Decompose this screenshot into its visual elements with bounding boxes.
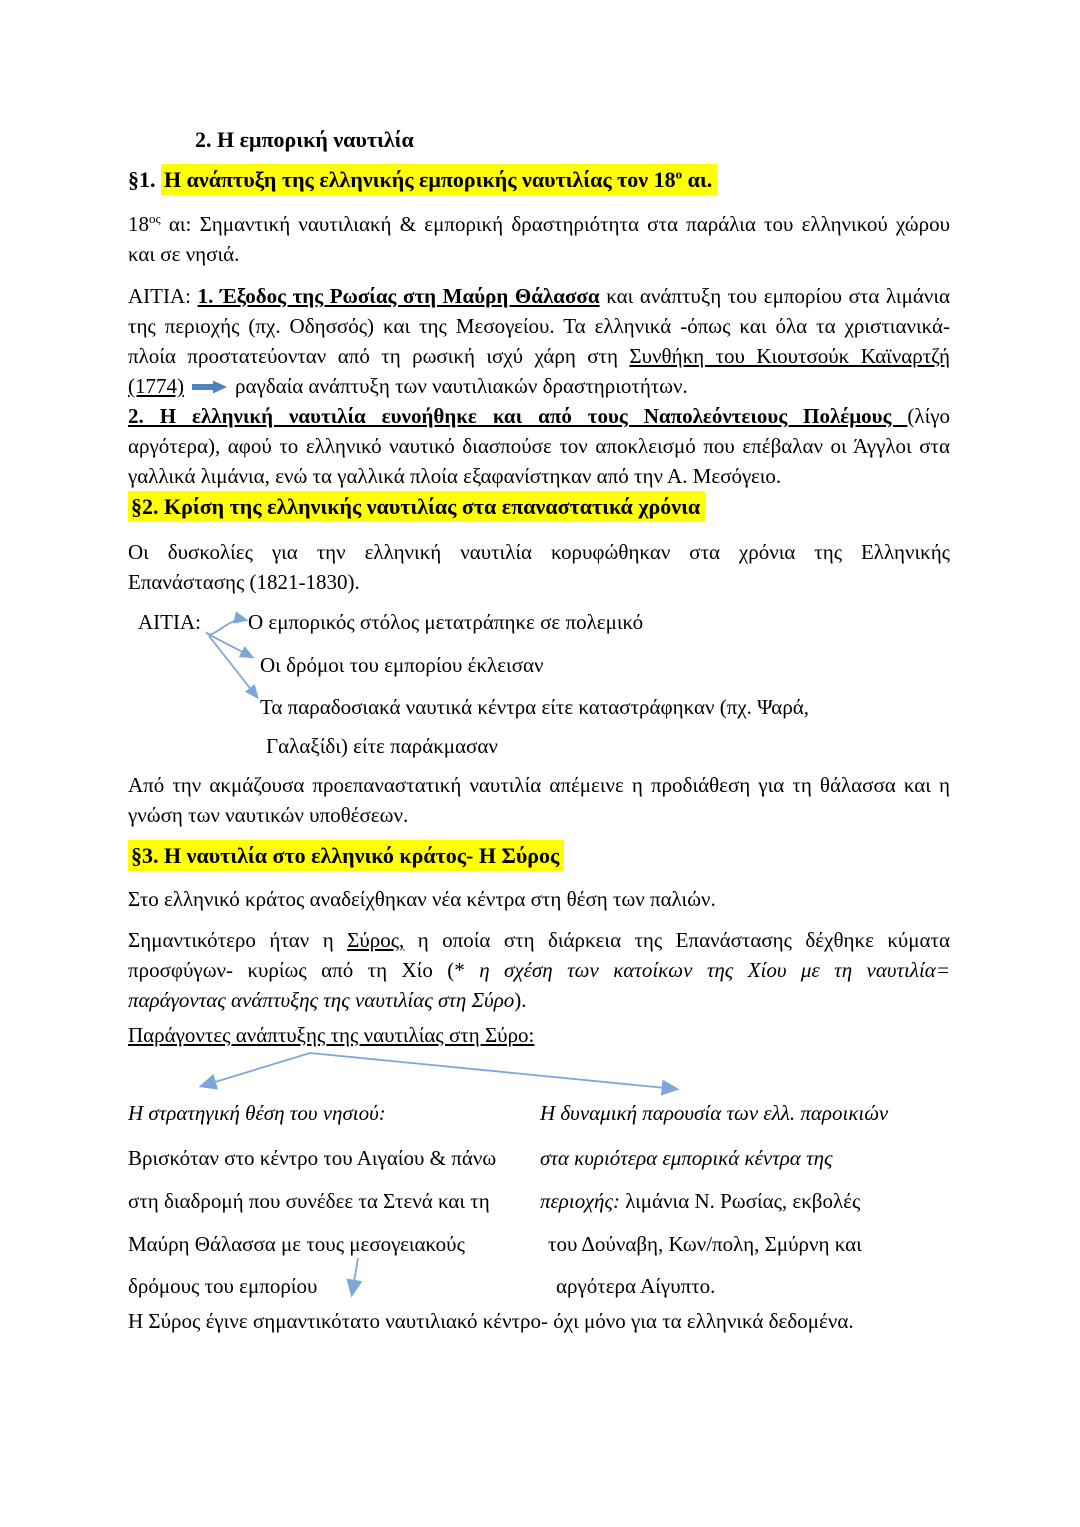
section2-outro-line-2: γνώση των ναυτικών υποθέσεων. bbox=[128, 803, 409, 827]
syros-line-3 bbox=[128, 985, 950, 1015]
section2-heading-highlight: §2. Κρίση της ελληνικής ναυτιλίας στα επαναστατικά χρόνια bbox=[128, 491, 705, 522]
syros-line-1 bbox=[128, 925, 950, 955]
syros-rest: η οποία στη διάρκεια της Επανάστασης δέχθηκε κύματα bbox=[404, 928, 950, 952]
syros-underlined: Σύρος, bbox=[347, 928, 405, 952]
syros-pre: Σημαντικότερο ήταν η bbox=[128, 928, 348, 952]
intro-paragraph-line-1 bbox=[128, 209, 950, 239]
cause2-emphasis: 2. Η ελληνική ναυτιλία ευνοήθηκε και από τους Ναπολεόντειους Πολέμους bbox=[128, 404, 908, 428]
syros-line3-italic: παράγοντας ανάπτυξης της ναυτιλίας στη Σύρο bbox=[128, 988, 515, 1012]
right-column-row-2-rest: λιμάνια Ν. Ρωσίας, εκβολές bbox=[619, 1189, 861, 1213]
fan-arrows-icon bbox=[180, 1044, 700, 1100]
cause-item-1: Ο εμπορικός στόλος μετατράπηκε σε πολεμικό bbox=[248, 610, 644, 634]
cause-item-3-continued: Γαλαξίδι) είτε παράκμασαν bbox=[266, 734, 498, 758]
left-column-row-2: στη διαδρομή που συνέδεε τα Στενά και τη bbox=[128, 1189, 490, 1213]
treaty-year-underlined: (1774) bbox=[128, 374, 184, 398]
section1-heading-superscript: ο bbox=[675, 166, 683, 182]
syros-line3-tail: ). bbox=[514, 988, 527, 1012]
intro-paragraph-line-2: και σε νησιά. bbox=[128, 242, 240, 266]
cause1-line-3 bbox=[128, 341, 950, 371]
cause1-label: ΑΙΤΙΑ: bbox=[128, 284, 198, 308]
cause1-line-2: της περιοχής (πχ. Οδησσός) και της Μεσογείου. Τα ελληνικά -όπως και όλα τα χριστιανικά- bbox=[128, 314, 950, 338]
page-title: 2. Η εμπορική ναυτιλία bbox=[195, 127, 414, 152]
conclusion-line: Η Σύρος έγινε σημαντικότατο ναυτιλιακό κέντρο- όχι μόνο για τα ελληνικά δεδομένα. bbox=[128, 1309, 854, 1333]
left-column-header: Η στρατηγική θέση του νησιού: bbox=[128, 1101, 386, 1125]
right-column-row-3: του Δούναβη, Κων/πολη, Σμύρνη και bbox=[548, 1232, 862, 1256]
section2-outro-line-1: Από την ακμάζουσα προεπαναστατική ναυτιλία απέμεινε η προδιάθεση για τη θάλασσα και η bbox=[128, 773, 950, 797]
intro-text: αι: Σημαντική ναυτιλιακή & εμπορική δραστηριότητα στα παράλια του ελληνικού χώρου bbox=[160, 212, 950, 236]
section1-heading-number: §1. bbox=[128, 167, 161, 192]
section2-heading bbox=[128, 492, 950, 522]
right-arrow-icon bbox=[192, 379, 228, 395]
left-column-row-4: δρόμους του εμπορίου bbox=[128, 1274, 318, 1298]
treaty-underlined: Συνθήκη του Κιουτσούκ Καϊναρτζή bbox=[629, 344, 951, 368]
cause2-line-1 bbox=[128, 401, 950, 431]
intro-century: 18 bbox=[128, 212, 149, 236]
cause1-consequence: ραγδαία ανάπτυξη των ναυτιλιακών δραστηριοτήτων. bbox=[235, 374, 688, 398]
down-arrow-icon bbox=[338, 1256, 368, 1306]
cause1-emphasis: 1. Έξοδος της Ρωσίας στη Μαύρη Θάλασσα bbox=[197, 284, 600, 308]
cause2-rest: (λίγο bbox=[907, 404, 950, 428]
section1-heading bbox=[128, 165, 950, 195]
right-column-header: Η δυναμική παρουσία των ελλ. παροικιών bbox=[540, 1101, 889, 1125]
syros-line-2 bbox=[128, 955, 950, 985]
cause1-line3-text: πλοία προστατεύονταν από τη ρωσική ισχύ χάρη στη bbox=[128, 344, 630, 368]
cause1-rest: και ανάπτυξη του εμπορίου στα λιμάνια bbox=[599, 284, 950, 308]
right-column-row-2 bbox=[540, 1186, 950, 1216]
causes-label: ΑΙΤΙΑ: bbox=[138, 610, 201, 634]
section2-intro-line-1: Οι δυσκολίες για την ελληνική ναυτιλία κορυφώθηκαν στα χρόνια της Ελληνικής bbox=[128, 540, 950, 564]
cause1-line-1 bbox=[128, 281, 950, 311]
cause1-line-4 bbox=[128, 371, 950, 401]
section2-intro-line-2: Επανάστασης (1821-1830). bbox=[128, 570, 360, 594]
syros-line2-italic: η σχέση των κατοίκων της Χίου με τη ναυτιλία= bbox=[479, 958, 951, 982]
right-column-row-1: στα κυριότερα εμπορικά κέντρα της bbox=[540, 1146, 833, 1170]
section1-heading-highlight bbox=[161, 164, 717, 195]
intro-century-superscript: ος bbox=[149, 211, 161, 226]
branch-arrows-icon bbox=[196, 602, 276, 712]
section3-paragraph-1: Στο ελληνικό κράτος αναδείχθηκαν νέα κέντρα στη θέση των παλιών. bbox=[128, 887, 716, 911]
cause-item-2: Οι δρόμοι του εμπορίου έκλεισαν bbox=[260, 653, 544, 677]
cause2-line-3: γαλλικά λιμάνια, ενώ τα γαλλικά πλοία εξαφανίστηκαν από την Α. Μεσόγειο. bbox=[128, 464, 782, 488]
left-column-row-1: Βρισκόταν στο κέντρο του Αιγαίου & πάνω bbox=[128, 1146, 497, 1170]
cause2-line-2: αργότερα), αφού το ελληνικό ναυτικό διασπούσε τον αποκλεισμό που επέβαλαν οι Άγγλοι στα bbox=[128, 434, 950, 458]
section3-heading bbox=[128, 841, 950, 871]
cause-item-3: Τα παραδοσιακά ναυτικά κέντρα είτε καταστράφηκαν (πχ. Ψαρά, bbox=[260, 695, 810, 719]
right-column-row-2-italic: περιοχής: bbox=[540, 1189, 620, 1213]
right-column-row-4: αργότερα Αίγυπτο. bbox=[556, 1274, 716, 1298]
section1-heading-text: Η ανάπτυξη της ελληνικής εμπορικής ναυτιλίας τον 18 bbox=[164, 167, 676, 192]
factors-heading-underlined: Παράγοντες ανάπτυξης της ναυτιλίας στη Σύρο: bbox=[128, 1023, 535, 1047]
syros-line2-pre: προσφύγων- κυρίως από τη Χίο (* bbox=[128, 958, 480, 982]
section3-heading-highlight: §3. Η ναυτιλία στο ελληνικό κράτος- Η Σύρος bbox=[128, 840, 564, 871]
left-column-row-3: Μαύρη Θάλασσα με τους μεσογειακούς bbox=[128, 1232, 465, 1256]
section1-heading-tail: αι. bbox=[682, 167, 713, 192]
